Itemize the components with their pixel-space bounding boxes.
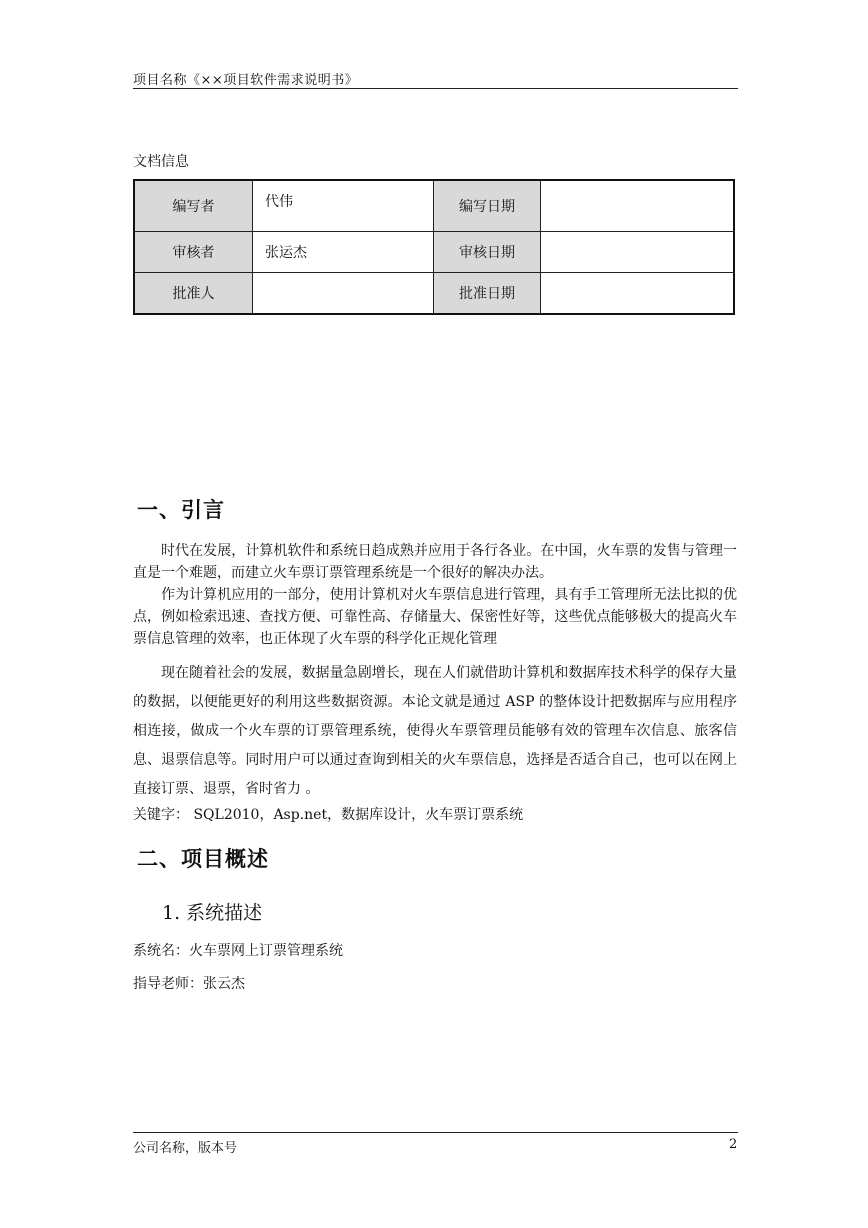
table-row	[134, 232, 734, 273]
paragraph-text: 现在随着社会的发展，数据量急剧增长，现在人们就借助计算机和数据库技术科学的保存大量的数据，以便能更好的利用这些数据资源。本论文就是通过 ASP 的整体设计把数据库与应用程序相连接，做成一个火车票的订票管理系统，使得火车票管理员能够有效的管理车次信息、旅客信息、退票信息等。同时用户可以通过查询到相关的火车票信息，选择是否适合自己，也可以在网上直接订票、退票，省时省力 。	[133, 665, 737, 797]
table-row	[134, 273, 734, 315]
author-date-value	[541, 180, 735, 232]
approve-date-label: 批准日期	[434, 273, 541, 315]
footer-company-version: 公司名称，版本号	[133, 1141, 238, 1156]
doc-info-caption: 文档信息	[133, 154, 189, 170]
intro-paragraph-3	[133, 659, 737, 804]
advisor-line: 指导老师：张云杰	[133, 976, 245, 992]
header-rule	[133, 88, 738, 89]
review-date-value	[541, 232, 735, 273]
system-name-line: 系统名：火车票网上订票管理系统	[133, 943, 343, 959]
author-label: 编写者	[134, 180, 253, 232]
author-value: 代伟	[253, 180, 434, 232]
approver-value	[253, 273, 434, 315]
section-heading-overview: 二、项目概述	[137, 847, 269, 871]
footer-rule	[133, 1132, 738, 1133]
reviewer-value: 张运杰	[253, 232, 434, 273]
author-date-label: 编写日期	[434, 180, 541, 232]
paragraph-text: 时代在发展，计算机软件和系统日趋成熟并应用于各行各业。在中国，火车票的发售与管理一直是一个难题，而建立火车票订票管理系统是一个很好的解决办法。	[133, 543, 737, 581]
page-number: 2	[729, 1137, 738, 1152]
reviewer-label: 审核者	[134, 232, 253, 273]
table-row	[134, 180, 734, 232]
page-header-title: 项目名称《××项目软件需求说明书》	[133, 73, 359, 88]
approve-date-value	[541, 273, 735, 315]
review-date-label: 审核日期	[434, 232, 541, 273]
keywords-line: 关键字： SQL2010，Asp.net，数据库设计，火车票订票系统	[133, 807, 524, 823]
approver-label: 批准人	[134, 273, 253, 315]
doc-info-table	[133, 179, 735, 315]
intro-paragraph-1	[133, 540, 737, 584]
intro-paragraph-2	[133, 584, 737, 650]
paragraph-text: 作为计算机应用的一部分，使用计算机对火车票信息进行管理，具有手工管理所无法比拟的优点，例如检索迅速、查找方便、可靠性高、存储量大、保密性好等，这些优点能够极大的提高火车票信息管理的效率，也正体现了火车票的科学化正规化管理	[133, 587, 737, 647]
subsection-heading-system-description: 1. 系统描述	[162, 902, 263, 924]
section-heading-introduction: 一、引言	[137, 498, 225, 522]
